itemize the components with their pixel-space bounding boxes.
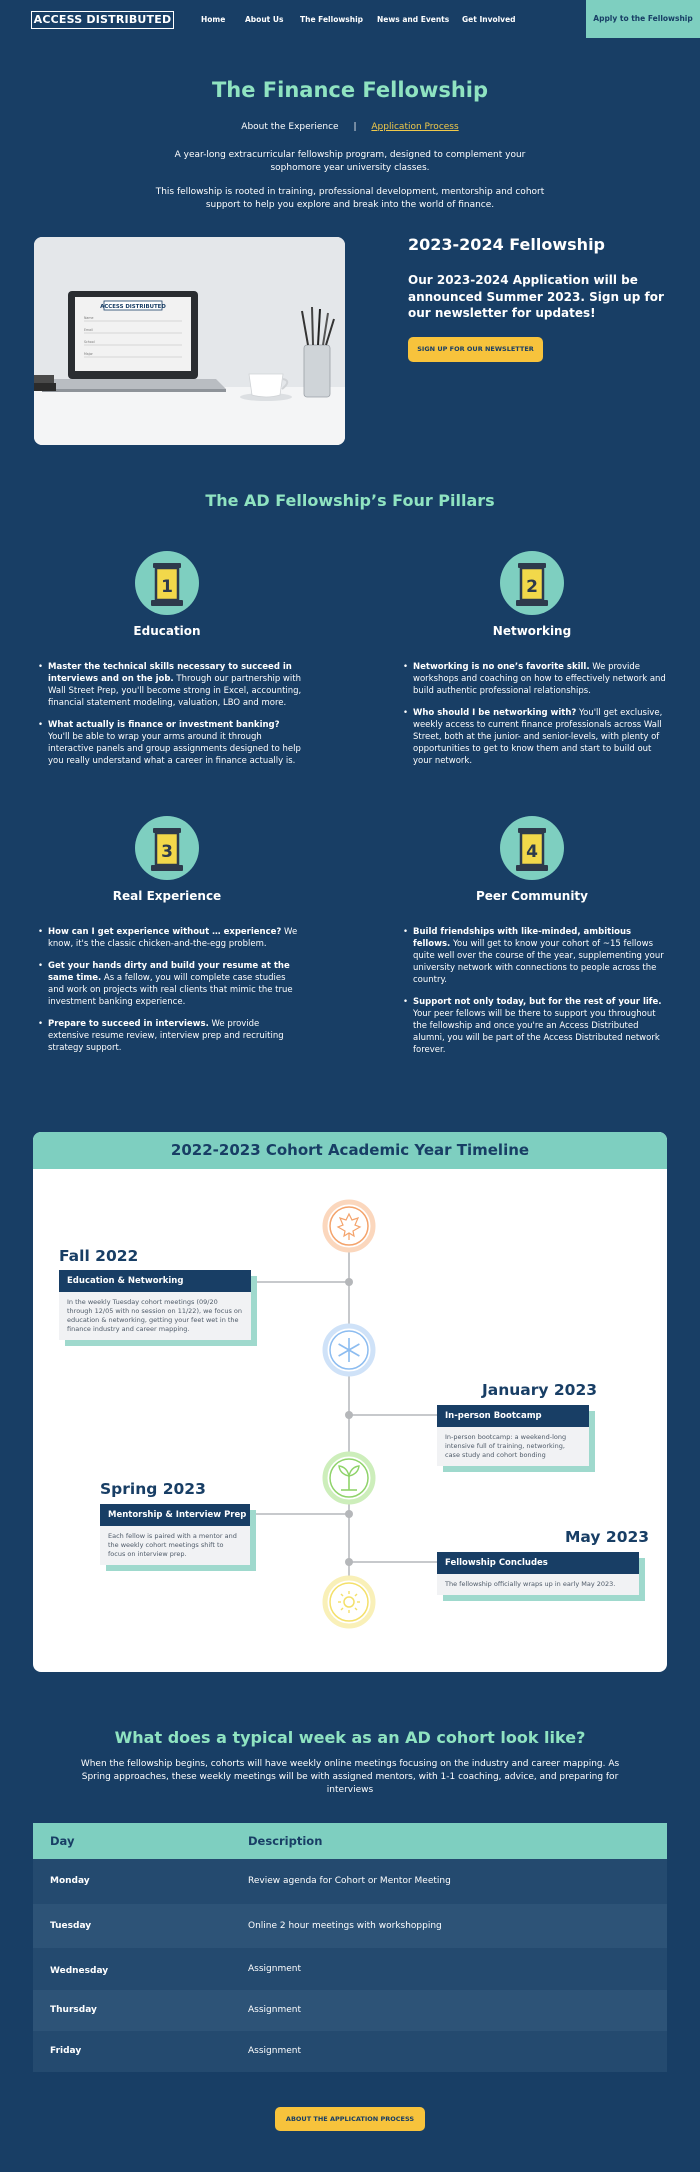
subnav-about-link[interactable]: About the Experience [241,122,339,132]
list-item [38,661,302,709]
timeline-event-fall [59,1270,251,1340]
row-day: Thursday [50,2005,97,2015]
bullet-lead: Build friendships with like-minded, ambitious fellows. [413,927,632,949]
bullet-text: We know, it's the classic chicken-and-the-egg problem. [48,927,298,949]
nav-link-about-us[interactable]: About Us [245,15,284,24]
bullet-lead: Get your hands dirty and build your resume at the same time. [48,961,290,983]
bullet-lead: Prepare to succeed in interviews. [48,1019,209,1029]
nav-link-news-and-events[interactable]: News and Events [377,15,450,24]
table-row [33,1990,667,2031]
pillar-name-networking: Networking [492,624,572,638]
laptop-desk-photo [34,237,345,445]
bullet-text: We provide workshops and coaching on how to effectively network and build authentic professional relationships. [413,662,666,696]
pillar-number: 4 [526,842,538,862]
bullet-text: You'll be able to wrap your arms around it through interactive panels and group assignments designed to help you really understand what a career in finance actually is. [48,732,301,766]
event-heading: Education & Networking [59,1270,251,1292]
laptop-screen-logo: ACCESS DISTRIBUTED [100,304,166,310]
laptop-form-label: Name [84,316,94,320]
event-heading: Mentorship & Interview Prep [100,1504,250,1526]
list-item [38,960,302,1008]
list-item [38,719,302,767]
pillars-heading: The AD Fellowship’s Four Pillars [205,491,495,510]
pillar-number: 3 [161,842,173,862]
bullet-lead: Who should I be networking with? [413,708,577,718]
bullet-text: You'll get exclusive, weekly access to current finance professionals across Wall Street, both at the junior- and senior-levels, with plenty of opportunities to get to know them and start to build out your network. [413,708,663,766]
pillar-column-icon [499,815,565,881]
timeline-season-spring: Spring 2023 [100,1480,206,1498]
row-day: Wednesday [50,1966,109,1976]
column-header-day: Day [50,1834,75,1848]
bullet-text: You will get to know your cohort of ~15 fellows quite well over the course of the year, supplementing your university network with connections to people across the country. [413,939,664,985]
pillar-column-icon [134,550,200,616]
row-day: Tuesday [50,1921,92,1931]
table-row [33,2031,667,2072]
sub-nav [0,122,700,132]
list-item [38,926,302,950]
site-logo[interactable]: ACCESS DISTRIBUTED [31,11,174,29]
pillar-name-education: Education [133,624,201,638]
subnav-separator: | [353,122,357,132]
row-description: Online 2 hour meetings with workshopping [248,1921,442,1931]
pillar-bullets-real-experience [38,926,302,1064]
typical-week-heading: What does a typical week as an AD cohort look like? [114,1728,586,1747]
sun-icon [325,1578,373,1626]
timeline-event-spring [100,1504,250,1565]
pillar-bullets-networking [403,661,667,777]
page-title: The Finance Fellowship [211,78,489,102]
timeline-season-may: May 2023 [565,1528,650,1546]
pillar-bullets-peer-community [403,926,667,1066]
timeline-title: 2022-2023 Cohort Academic Year Timeline [33,1132,667,1169]
timeline-event-january [437,1405,589,1466]
row-description: Assignment [248,2046,301,2056]
list-item [403,926,667,986]
event-description: In the weekly Tuesday cohort meetings (09/20 through 12/05 with no session on 11/22), we focus on education & networking, getting your feet wet in the finance industry and career mapping. [67,1298,243,1333]
pillar-column-icon [134,815,200,881]
snowflake-icon [325,1326,373,1374]
subnav-application-process-link[interactable]: Application Process [371,122,459,132]
bullet-lead: Support not only today, but for the rest of your life. [413,997,662,1007]
list-item [38,1018,302,1054]
event-description: Each fellow is paired with a mentor and the weekly cohort meetings shift to focus on interview prep. [108,1532,237,1558]
pillar-name-peer-community: Peer Community [476,889,588,903]
list-item [403,661,667,697]
pillar-number: 2 [526,577,538,597]
event-description: In-person bootcamp: a weekend-long intensive full of training, networking, case study and cohort bonding [445,1433,567,1459]
table-header [33,1823,667,1859]
pillar-number: 1 [161,577,173,597]
row-description: Assignment [248,1964,301,1974]
list-item [403,996,667,1056]
bullet-text: We provide extensive resume review, interview prep and recruiting strategy support. [48,1019,284,1053]
maple-leaf-icon [325,1202,373,1250]
bullet-text: Through our partnership with Wall Street Prep, you'll become strong in Excel, accounting, financial statement modeling, valuation, LBO and more. [48,674,302,708]
timeline-card [33,1132,667,1672]
event-heading: In-person Bootcamp [437,1405,589,1427]
timeline-season-january: January 2023 [482,1381,598,1399]
row-day: Friday [50,2046,82,2056]
event-heading: Fellowship Concludes [437,1552,639,1574]
weekly-schedule-table [33,1823,667,2072]
table-row [33,1904,667,1948]
newsletter-signup-button[interactable]: SIGN UP FOR OUR NEWSLETTER [408,337,543,362]
bullet-lead: How can I get experience without … experience? [48,927,282,937]
nav-link-the-fellowship[interactable]: The Fellowship [300,15,364,24]
row-day: Monday [50,1876,90,1886]
table-row [33,1859,667,1904]
row-description: Assignment [248,2005,301,2015]
bullet-lead: Master the technical skills necessary to succeed in interviews and on the job. [48,662,292,684]
pillar-name-real-experience: Real Experience [112,889,222,903]
list-item [403,707,667,767]
row-description: Review agenda for Cohort or Mentor Meeting [248,1876,451,1886]
nav-link-get-involved[interactable]: Get Involved [462,15,516,24]
typical-week-description: When the fellowship begins, cohorts will have weekly online meetings focusing on the industry and career mapping. As Spring approaches, these weekly meetings will be with assigned mentors, with 1-1 coaching, advice, and preparing for interviews [80,1759,620,1795]
event-description: The fellowship officially wraps up in early May 2023. [445,1580,616,1588]
top-nav [0,0,700,38]
pillar-column-icon [499,550,565,616]
timeline-season-fall: Fall 2022 [59,1247,139,1265]
fellowship-announcement: Our 2023-2024 Application will be announced Summer 2023. Sign up for our newsletter for updates! [408,273,664,320]
laptop-form-label: Major [84,352,93,356]
bullet-text: Your peer fellows will be there to support you throughout the fellowship and once you're an Access Distributed alumni, you will be part of the Access Distributed network forever. [413,1009,660,1055]
bullet-lead: Networking is no one’s favorite skill. [413,662,590,672]
table-row [33,1948,667,1990]
bullet-lead: What actually is finance or investment banking? [48,720,280,730]
fellowship-title: 2023-2024 Fellowship [408,235,605,254]
bullet-text: As a fellow, you will complete case studies and work on projects with real clients that mimic the true investment banking experience. [48,973,293,1007]
column-header-description: Description [248,1834,323,1848]
intro-paragraph-1: A year-long extracurricular fellowship program, designed to complement your sophomore year university classes. [174,150,526,173]
sprout-icon [325,1454,373,1502]
laptop-desk-illustration [34,237,345,445]
intro-paragraph-2: This fellowship is rooted in training, professional development, mentorship and cohort support to help you explore and break into the world of finance. [155,187,545,210]
pillar-bullets-education [38,661,302,777]
application-process-button[interactable]: ABOUT THE APPLICATION PROCESS [275,2107,425,2131]
laptop-form-label: School [84,340,95,344]
timeline-event-may [437,1552,639,1595]
apply-button[interactable]: Apply to the Fellowship [586,0,700,38]
nav-link-home[interactable]: Home [201,15,226,24]
laptop-form-label: Email [84,328,93,332]
